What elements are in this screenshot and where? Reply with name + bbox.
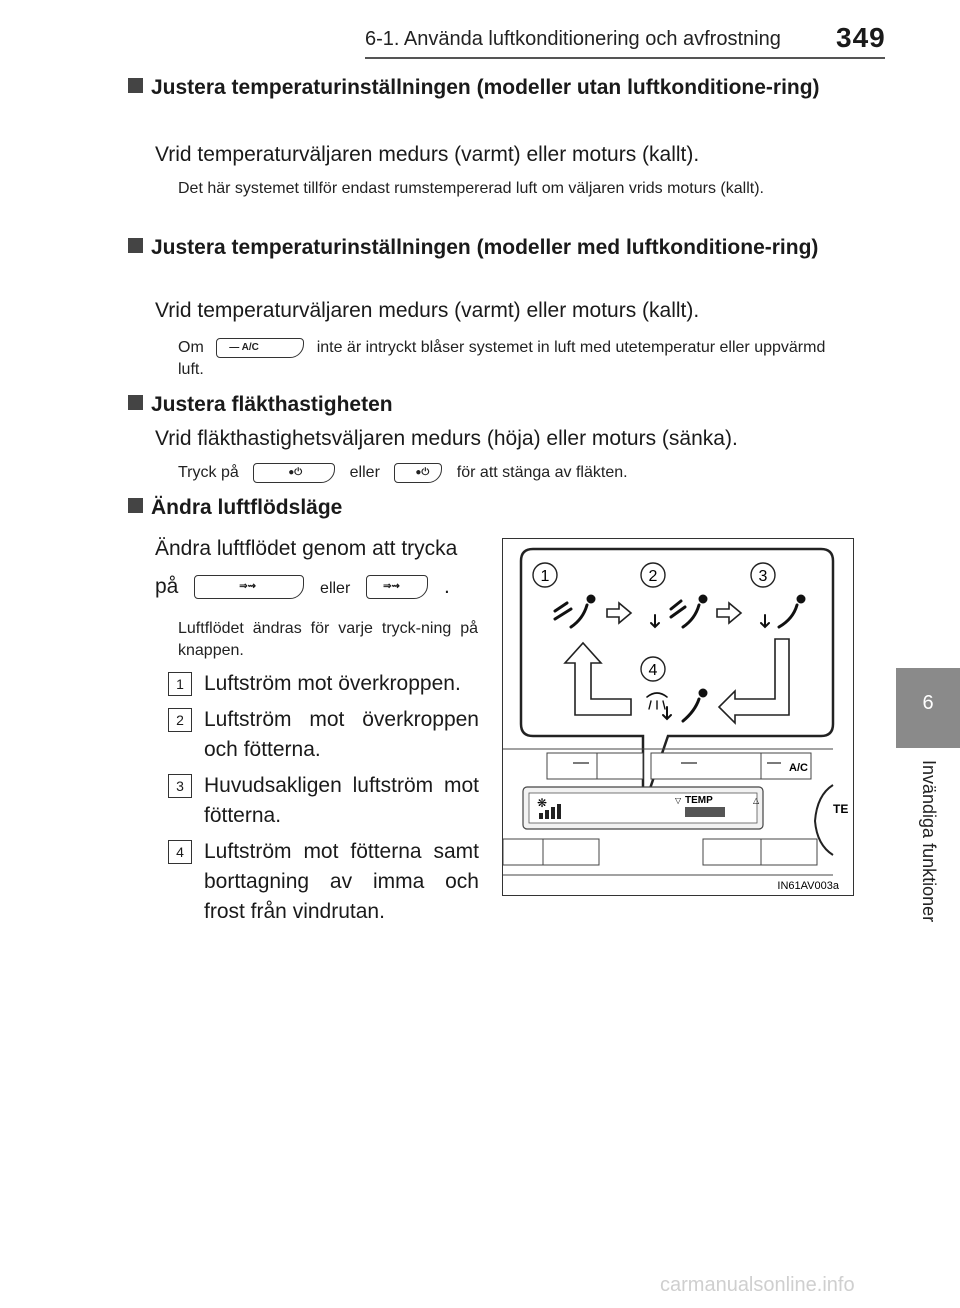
square-bullet-icon: [128, 238, 143, 253]
section-heading-temp-with-ac: Justera temperaturinställningen (modeller med luftkonditione-ring): [128, 232, 858, 264]
svg-text:4: 4: [648, 662, 658, 679]
svg-text:3: 3: [758, 568, 768, 585]
svg-text:1: 1: [540, 568, 550, 585]
airflow-mode-figure: [502, 538, 854, 896]
watermark: carmanualsonline.info: [660, 1274, 855, 1296]
section-body-airflow-line1: Ändra luftflödet genom att trycka: [155, 537, 458, 560]
square-bullet-icon: [128, 395, 143, 410]
callout-1: [533, 563, 557, 587]
section-note-temp-no-ac: Det här systemet tillför endast rumstempererad luft om väljaren vrids moturs (kallt).: [178, 180, 764, 197]
climate-control-panel: [503, 749, 848, 875]
chapter-side-label-text: Invändiga funktioner: [919, 760, 939, 923]
fan-off-button-icon-alt: ●⏻: [394, 463, 442, 483]
chapter-title: 6-1. Använda luftkonditionering och avfrostning: [365, 28, 781, 50]
fan-off-button-icon: ●⏻: [253, 463, 335, 483]
panel-temp-label: TEMP: [685, 795, 713, 806]
chapter-tab-number: 6: [922, 692, 934, 714]
callout-2: [641, 563, 665, 587]
fan-display-icon: ❋: [537, 796, 548, 810]
section-heading-airflow: Ändra luftflödsläge: [128, 492, 858, 524]
section-body-fan: Vrid fläkthastighetsväljaren medurs (höja) eller moturs (sänka).: [155, 427, 738, 450]
image-code: IN61AV003a: [777, 880, 839, 892]
svg-text:△: △: [753, 796, 760, 805]
section-note-temp-with-ac: Om — A/C inte är intryckt blåser systemet in luft med utetemperatur eller uppvärmd luft.: [178, 339, 826, 378]
panel-te-label: TE: [833, 802, 849, 816]
page-number: 349: [836, 22, 886, 53]
section-heading-temp-no-ac: Justera temperaturinställningen (modeller utan luftkonditione-ring): [128, 72, 858, 104]
airflow-mode-illustration: [503, 539, 853, 895]
svg-text:2: 2: [648, 568, 658, 585]
section-body-temp-with-ac: Vrid temperaturväljaren medurs (varmt) eller moturs (kallt).: [155, 299, 700, 322]
square-bullet-icon: [128, 78, 143, 93]
section-note-airflow: Luftflödet ändras för varje tryck-ning på knappen.: [178, 620, 478, 659]
section-heading-fan: Justera fläkthastigheten: [128, 389, 858, 421]
callout-3: [751, 563, 775, 587]
callout-4: [641, 657, 665, 681]
section-body-temp-no-ac: Vrid temperaturväljaren medurs (varmt) eller moturs (kallt).: [155, 143, 700, 166]
airflow-mode-button-icon-alt: ⇒⇝: [366, 575, 428, 599]
chapter-side-label: [918, 760, 948, 950]
panel-ac-label: A/C: [789, 762, 808, 774]
airflow-mode-button-icon: ⇒⇝: [194, 575, 304, 599]
page-header: [0, 0, 960, 60]
chapter-tab: [896, 668, 960, 748]
header-divider: [365, 57, 885, 59]
svg-text:▽: ▽: [675, 796, 682, 805]
section-note-fan: Tryck på ●⏻ eller ●⏻ för att stänga av fläkten.: [178, 464, 628, 481]
section-body-airflow-line2: på ⇒⇝ eller ⇒⇝ .: [155, 575, 450, 598]
square-bullet-icon: [128, 498, 143, 513]
ac-button-icon: — A/C: [216, 338, 304, 358]
